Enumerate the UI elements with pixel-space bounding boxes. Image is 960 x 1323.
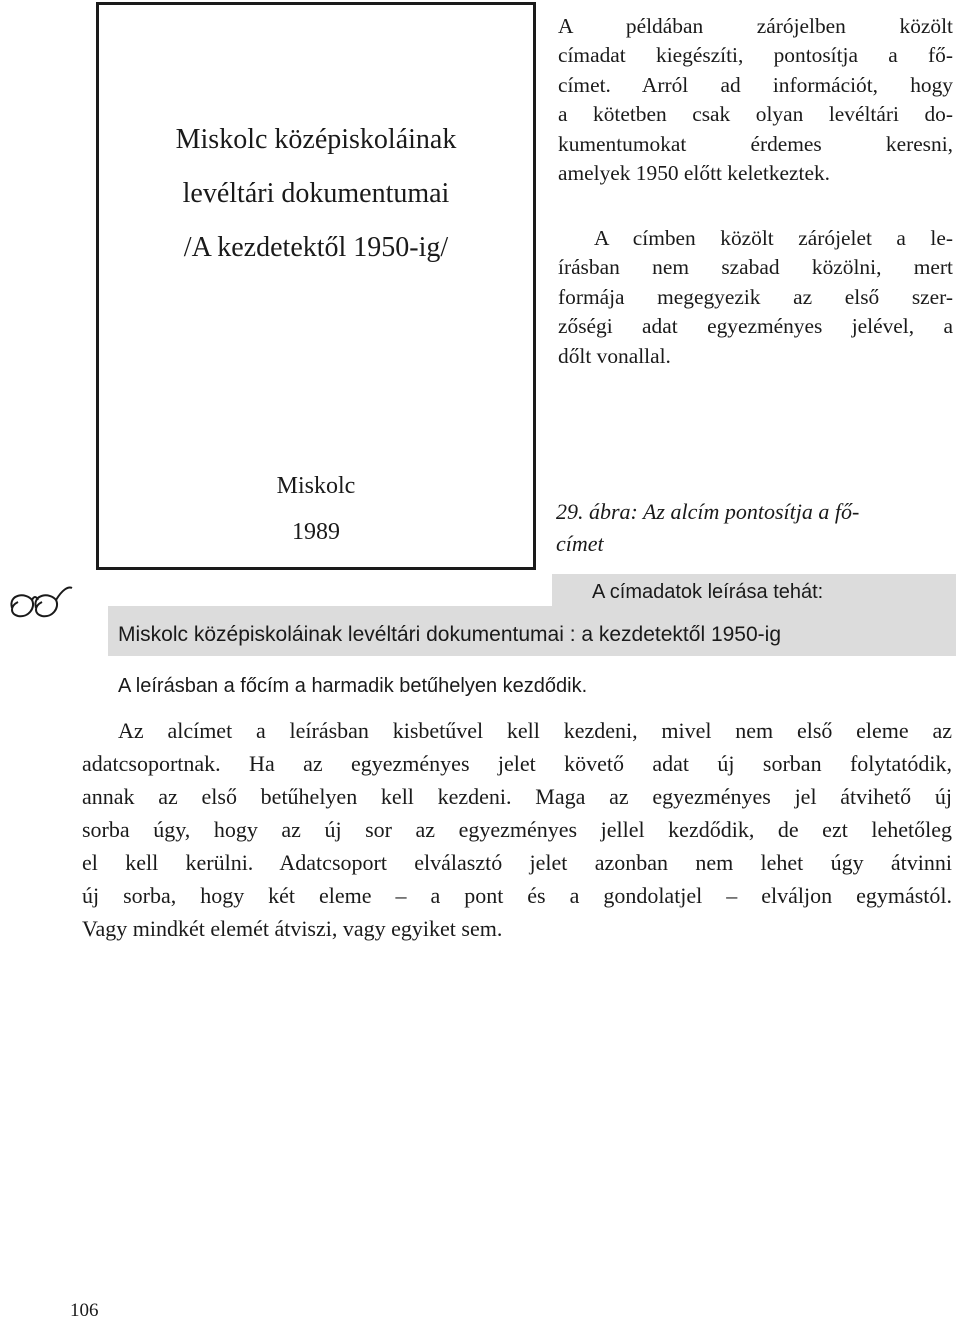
side-line: a kötetben csak olyan levéltári do- <box>558 102 953 127</box>
title-page-box <box>96 2 536 570</box>
example-description: Miskolc középiskoláinak levéltári dokumentumai : a kezdetektől 1950-ig <box>118 623 781 646</box>
side-line: címet. Arról ad információt, hogy <box>558 72 953 97</box>
figure-caption <box>556 496 956 560</box>
side-line: formája megegyezik az első szer- <box>558 284 953 309</box>
body-paragraph <box>82 714 952 945</box>
body-line: új sorba, hogy két eleme – a pont és a gondolatjel – elváljon egymástól. <box>82 883 952 908</box>
title-page-imprint <box>99 463 533 555</box>
side-line: A példában zárójelben közölt <box>558 14 953 38</box>
side-line: címadat kiegészíti, pontosítja a fő- <box>558 43 953 68</box>
body-line: Az alcímet a leírásban kisbetűvel kell kezdeni, mivel nem első eleme az <box>118 718 952 743</box>
glasses-icon <box>6 582 74 622</box>
side-paragraph-2 <box>558 224 953 371</box>
side-line: amelyek 1950 előtt keletkeztek. <box>558 161 831 186</box>
body-line: adatcsoportnak. Ha az egyezményes jelet követő adat új sorban folytatódik, <box>82 751 952 776</box>
side-line: dőlt vonallal. <box>558 343 671 368</box>
side-paragraph-1 <box>558 12 953 188</box>
side-line: kumentumokat érdemes keresni, <box>558 131 953 156</box>
side-line: zőségi adat egyezményes jelével, a <box>558 314 953 339</box>
body-line: sorba úgy, hogy az új sor az egyezményes jellel kezdődik, de ezt lehetőleg <box>82 817 952 842</box>
body-line: el kell kerülni. Adatcsoport elválasztó jelet azonban nem lehet úgy átvinni <box>82 850 952 875</box>
side-line: A címben közölt zárójelet a le- <box>594 226 953 250</box>
caption-line-1: 29. ábra: Az alcím pontosítja a fő- <box>556 499 860 524</box>
title-page-title <box>99 113 533 275</box>
title-line-1: Miskolc középiskoláinak <box>175 124 457 155</box>
example-heading: A címadatok leírása tehát: <box>552 574 956 608</box>
body-line: Vagy mindkét elemét átviszi, vagy egyiket sem. <box>82 916 503 941</box>
caption-line-2: címet <box>556 531 604 556</box>
imprint-place: Miskolc <box>276 473 356 499</box>
body-line: annak az első betűhelyen kell kezdeni. Maga az egyezményes jel átvihető új <box>82 784 952 809</box>
title-line-3: /A kezdetektől 1950-ig/ <box>183 232 449 263</box>
first-sentence: A leírásban a főcím a harmadik betűhelyen kezdődik. <box>118 675 588 697</box>
title-line-2: levéltári dokumentumai <box>182 178 450 209</box>
page-number: 106 <box>70 1300 99 1321</box>
side-line: írásban nem szabad közölni, mert <box>558 255 953 280</box>
imprint-year: 1989 <box>292 519 340 545</box>
